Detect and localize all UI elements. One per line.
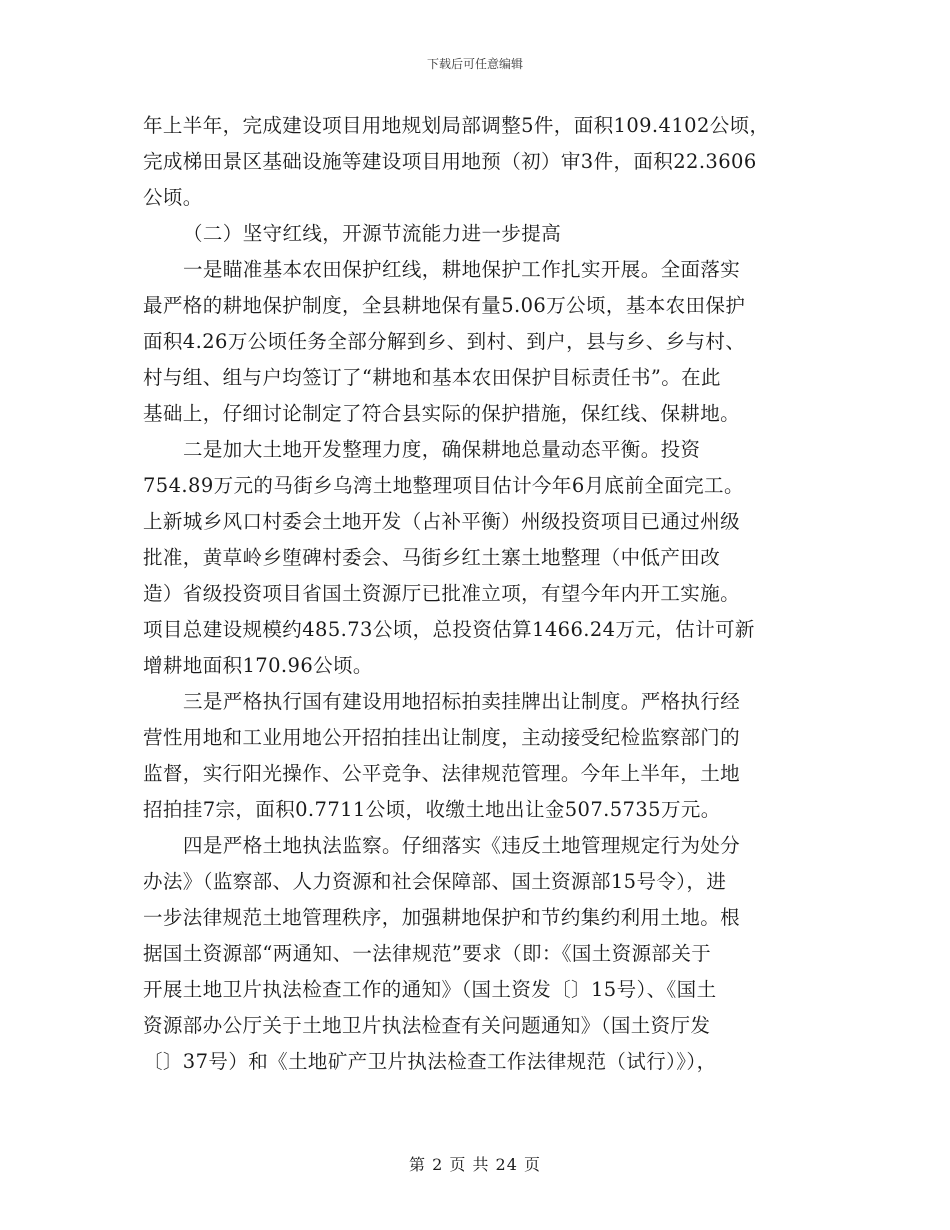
text-line: 公顷。 <box>143 186 203 209</box>
paragraph-start: 四是严格土地执法监察。仔细落实《违反土地管理规定行为处分 <box>183 834 741 857</box>
text-line: 完成梯田景区基础设施等建设项目用地预（初）审3件，面积22.3606 <box>143 150 757 173</box>
paragraph-start: 二是加大土地开发整理力度，确保耕地总量动态平衡。投资 <box>183 438 701 461</box>
text-line: 开展土地卫片执法检查工作的通知》（国土资发〔〕15号）、《国土 <box>143 978 717 1001</box>
text-line: 营性用地和工业用地公开招拍挂出让制度，主动接受纪检监察部门的 <box>143 726 741 749</box>
text-line: 招拍挂7宗，面积0.7711公顷，收缴土地出让金507.5735万元。 <box>143 798 721 821</box>
header-note: 下载后可任意编辑 <box>426 57 523 71</box>
text-line: 村与组、组与户均签订了“耕地和基本农田保护目标责任书”。在此 <box>143 366 721 389</box>
text-line: 造）省级投资项目省国土资源厅已批准立项，有望今年内开工实施。 <box>143 582 741 605</box>
paragraph-start: 一是瞄准基本农田保护红线，耕地保护工作扎实开展。全面落实 <box>183 258 741 281</box>
text-line: 增耕地面积170.96公顷。 <box>143 654 373 677</box>
text-line: 批准，黄草岭乡堕碑村委会、马街乡红土寨土地整理（中低产田改 <box>143 546 721 569</box>
text-line: 年上半年，完成建设项目用地规划局部调整5件，面积109.4102公顷， <box>143 114 770 137</box>
text-line: 资源部办公厅关于土地卫片执法检查有关问题通知》（国土资厅发 <box>143 1014 711 1037</box>
text-line: 面积4.26万公顷任务全部分解到乡、到村、到户，县与乡、乡与村、 <box>143 330 746 353</box>
section-heading: （二）坚守红线，开源节流能力进一步提高 <box>183 222 562 245</box>
text-line: 据国土资源部“两通知、一法律规范”要求（即：《国土资源部关于 <box>143 942 712 965</box>
text-line: 754.89万元的马街乡乌湾土地整理项目估计今年6月底前全面完工。 <box>143 474 744 497</box>
text-line: 项目总建设规模约485.73公顷，总投资估算1466.24万元，估计可新 <box>143 618 755 641</box>
text-line: 办法》（监察部、人力资源和社会保障部、国土资源部15号令），进 <box>143 870 727 893</box>
text-line: 监督，实行阳光操作、公平竞争、法律规范管理。今年上半年，土地 <box>143 762 741 785</box>
page-number: 第 2 页 共 24 页 <box>409 1155 541 1174</box>
text-line: 上新城乡风口村委会土地开发（占补平衡）州级投资项目已通过州级 <box>143 510 741 533</box>
text-line: 基础上，仔细讨论制定了符合县实际的保护措施，保红线、保耕地。 <box>143 402 741 425</box>
text-line: 一步法律规范土地管理秩序，加强耕地保护和节约集约利用土地。根 <box>143 906 741 929</box>
text-line: 〔〕37号）和《土地矿产卫片执法检查工作法律规范（试行）》）， <box>143 1050 717 1073</box>
document-body <box>143 108 809 1080</box>
text-line: 最严格的耕地保护制度，全县耕地保有量5.06万公顷，基本农田保护 <box>143 294 746 317</box>
paragraph-start: 三是严格执行国有建设用地招标拍卖挂牌出让制度。严格执行经 <box>183 690 741 713</box>
